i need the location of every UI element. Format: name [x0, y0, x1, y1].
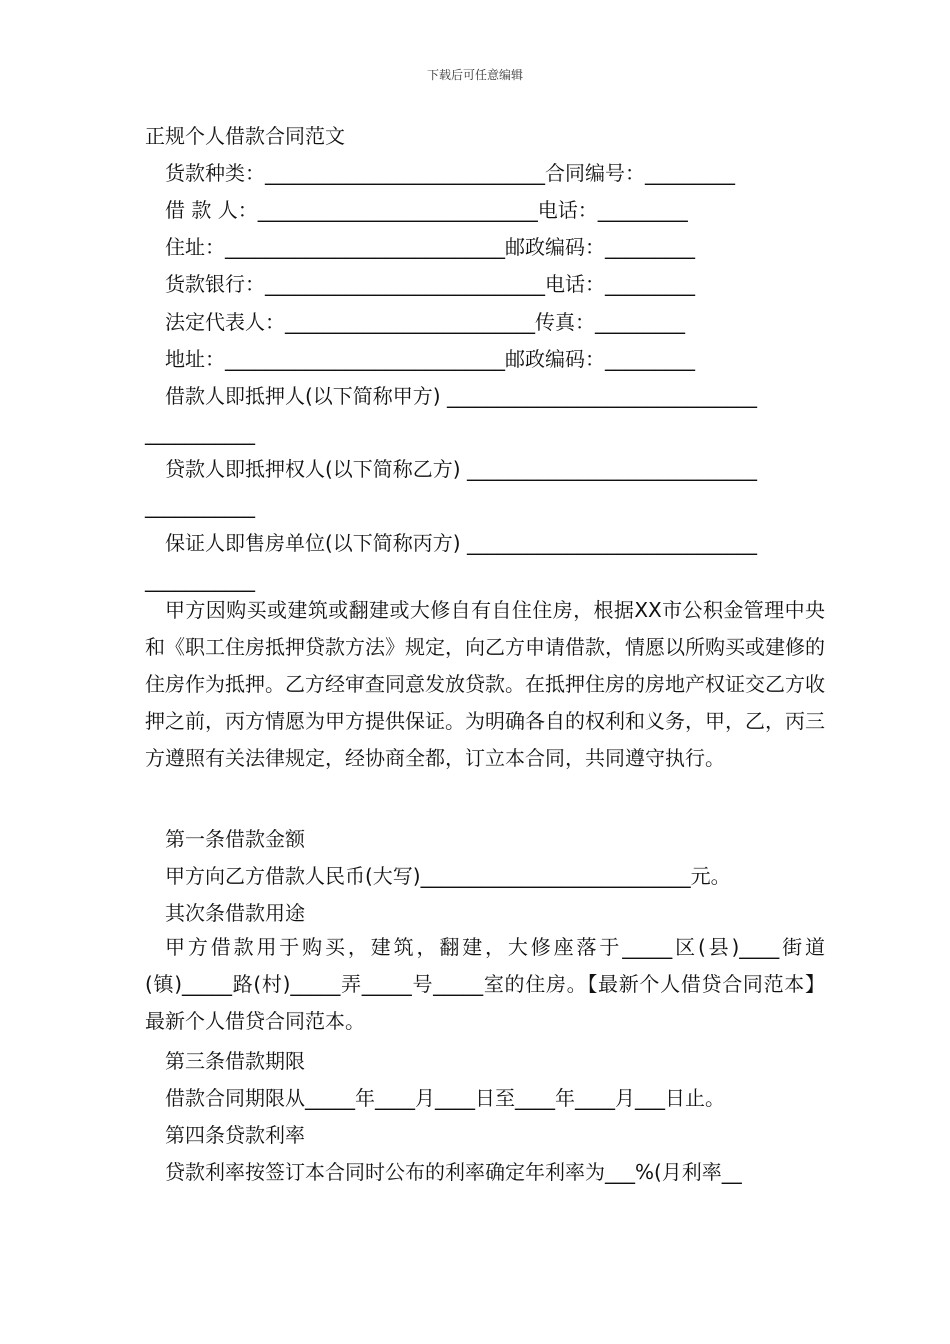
article-2-body: 甲方借款用于购买，建筑，翻建，大修座落于_____区(县)____街道(镇)_____路(村)_____弄_____号_____室的住房。【最新个人借贷合同范本】最新个人借贷合同范本。: [145, 935, 825, 1033]
article-3-body: 借款合同期限从_____年____月____日至____年____月___日止。: [165, 1086, 725, 1110]
party-c: 保证人即售房单位(以下简称丙方) _____________________________: [165, 531, 757, 555]
article-3-title: 第三条借款期限: [165, 1049, 305, 1073]
intro-paragraph: 甲方因购买或建筑或翻建或大修自有自住住房，根据XX市公积金管理中央和《职工住房抵押贷款方法》规定，向乙方申请借款，情愿以所购买或建修的住房作为抵押。乙方经审查同意发放贷款。在抵押住房的房地产权证交乙方收押之前，丙方情愿为甲方提供保证。为明确各自的权利和义务，甲，乙，丙三方遵照有关法律规定，经协商全都，订立本合同，共同遵守执行。: [145, 598, 825, 770]
article-2-title: 其次条借款用途: [165, 901, 305, 925]
document-title: 正规个人借款合同范文: [145, 124, 345, 148]
field-loan-type: 货款种类：____________________________合同编号：_________: [165, 161, 735, 185]
field-bank-address: 地址：____________________________邮政编码：_________: [165, 347, 695, 371]
party-b-continuation: ___________: [145, 494, 255, 518]
party-a-continuation: ___________: [145, 421, 255, 445]
article-4-body: 贷款利率按签订本合同时公布的利率确定年利率为___%(月利率__: [165, 1160, 742, 1184]
article-1-body: 甲方向乙方借款人民币(大写)___________________________元。: [165, 864, 731, 888]
party-b: 贷款人即抵押权人(以下简称乙方) _____________________________: [165, 457, 757, 481]
article-1-title: 第一条借款金额: [165, 827, 305, 851]
field-legal-rep: 法定代表人：_________________________传真：_________: [165, 310, 685, 334]
field-bank: 货款银行：____________________________电话：_________: [165, 272, 695, 296]
article-4-title: 第四条贷款利率: [165, 1123, 305, 1147]
page-header: 下载后可任意编辑: [426, 68, 523, 82]
party-a: 借款人即抵押人(以下简称甲方) _______________________________: [165, 384, 757, 408]
party-c-continuation: ___________: [145, 568, 255, 592]
field-address: 住址：____________________________邮政编码：_________: [165, 235, 695, 259]
field-borrower: 借 款 人：____________________________电话：_________: [165, 198, 688, 222]
